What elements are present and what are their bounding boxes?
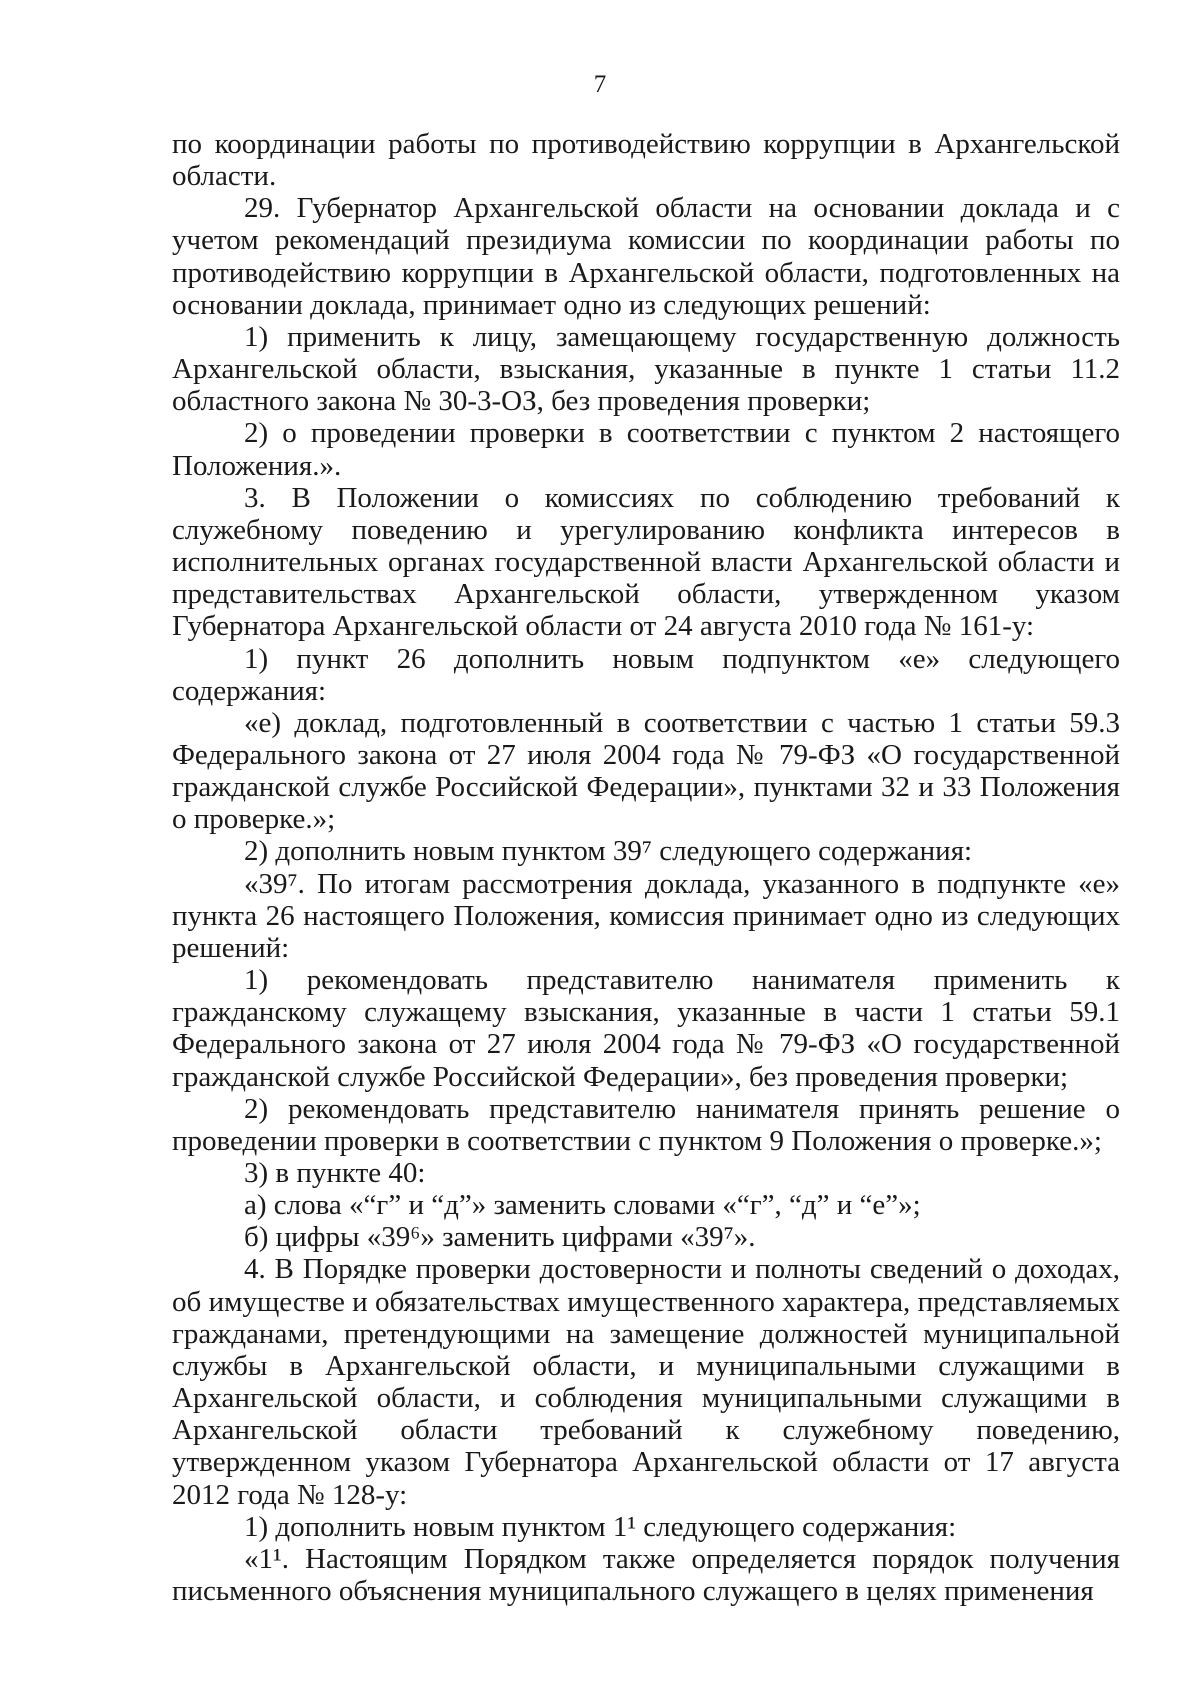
paragraph: «1¹. Настоящим Порядком также определяется порядок получения письменного объяснения муниципального служащего в целях применения [172, 1542, 1120, 1608]
paragraph: 1) дополнить новым пунктом 1¹ следующего содержания: [244, 1510, 957, 1543]
paragraph: 1) рекомендовать представителю нанимателя применить к гражданскому служащему взыскания, указанные в части 1 статьи 59.1 Федерального закона от 27 июля 2004 года № 79-ФЗ «О государственной гражданской службе Российской Федерации», без проведения проверки; [172, 964, 1120, 1093]
paragraph: 1) применить к лицу, замещающему государственную должность Архангельской области, взыскания, указанные в пункте 1 статьи 11.2 областного закона № 30-3-ОЗ, без проведения проверки; [172, 320, 1120, 418]
paragraph: б) цифры «39⁶» заменить цифрами «39⁷». [244, 1221, 756, 1254]
paragraph: 4. В Порядке проверки достоверности и полноты сведений о доходах, об имуществе и обязательствах имущественного характера, представляемых гражданами, претендующими на замещение должностей муниципальной службы в Архангельской области, и муниципальными служащими в Архангельской области, и соблюдения муниципальными служащими в Архангельской области требований к служебному поведению, утвержденном указом Губернатора Архангельской области от 17 августа 2012 года № 128-у: [172, 1253, 1120, 1511]
paragraph: 29. Губернатор Архангельской области на основании доклада и с учетом рекомендаций президиума комиссии по координации работы по противодействию коррупции в Архангельской области, подготовленных на основании доклада, принимает одно из следующих решений: [172, 192, 1120, 321]
paragraph: «39⁷. По итогам рассмотрения доклада, указанного в подпункте «е» пункта 26 настоящего Положения, комиссия принимает одно из следующих решений: [172, 867, 1120, 964]
paragraph: 2) рекомендовать представителю нанимателя принять решение о проведении проверки в соответствии с пунктом 9 Положения о проверке.»; [172, 1092, 1120, 1157]
paragraph: по координации работы по противодействию коррупции в Архангельской области. [172, 128, 1120, 193]
paragraph: 3) в пункте 40: [244, 1157, 426, 1189]
paragraph: а) слова «“г” и “д”» заменить словами «“г”, “д” и “е”»; [244, 1189, 921, 1222]
paragraph: «е) доклад, подготовленный в соответствии с частью 1 статьи 59.3 Федерального закона от 27 июля 2004 года № 79-ФЗ «О государственной гражданской службе Российской Федерации», пунктами 32 и 33 Положения о проверке.»; [172, 706, 1120, 836]
document-body [172, 128, 1120, 1607]
paragraph: 2) о проведении проверки в соответствии с пунктом 2 настоящего Положения.». [172, 417, 1120, 482]
paragraph: 1) пункт 26 дополнить новым подпунктом «е» следующего содержания: [172, 642, 1120, 707]
page-number: 7 [593, 71, 607, 98]
paragraph: 2) дополнить новым пунктом 39⁷ следующего содержания: [244, 835, 973, 868]
paragraph: 3. В Положении о комиссиях по соблюдению требований к служебному поведению и урегулированию конфликта интересов в исполнительных органах государственной власти Архангельской области и представительствах Архангельской области, утвержденном указом Губернатора Архангельской области от 24 августа 2010 года № 161-у: [172, 481, 1120, 643]
